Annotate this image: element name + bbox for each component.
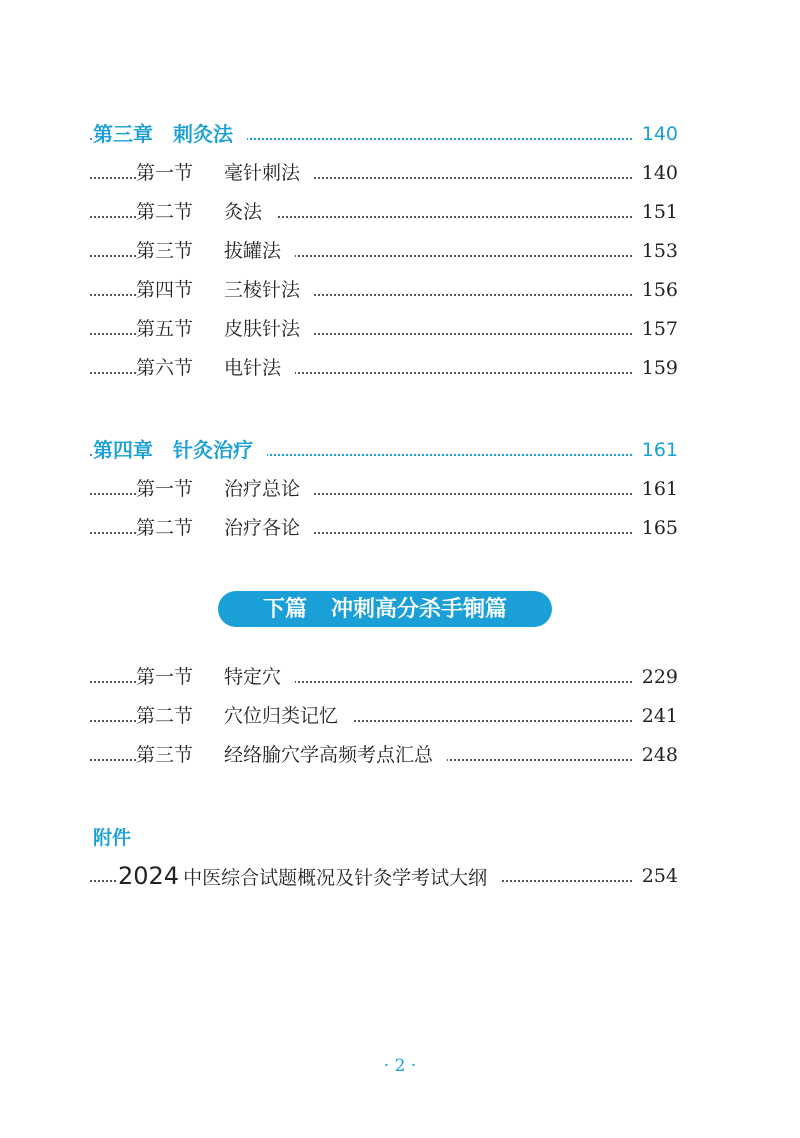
toc-section[interactable] [0, 662, 800, 692]
section-number: 第三节 [136, 744, 194, 766]
section-title: 皮肤针法 [224, 318, 301, 340]
appendix-year: 2024 [118, 862, 180, 890]
toc-appendix[interactable] [0, 861, 800, 891]
toc-section[interactable] [0, 740, 800, 770]
toc-section[interactable] [0, 197, 800, 227]
section-title: 治疗各论 [224, 517, 301, 539]
section-title: 特定穴 [224, 666, 282, 688]
section-title: 灸法 [224, 201, 263, 223]
section-title: 穴位归类记忆 [224, 705, 339, 727]
toc-section[interactable] [0, 236, 800, 266]
section-page: 159 [634, 353, 678, 383]
section-page: 161 [634, 474, 678, 504]
section-page: 248 [634, 740, 678, 770]
appendix-title: 中医综合试题概况及针灸学考试大纲 [183, 867, 488, 889]
section-number: 第四节 [136, 279, 194, 301]
toc-chapter-4[interactable] [0, 435, 800, 465]
section-page: 229 [634, 662, 678, 692]
section-number: 第一节 [136, 666, 194, 688]
section-number: 第三节 [136, 240, 194, 262]
chapter-title: 第四章 针灸治疗 [93, 435, 267, 465]
section-page: 157 [634, 314, 678, 344]
section-number: 第一节 [136, 162, 194, 184]
chapter-page: 140 [634, 119, 678, 149]
chapter-page: 161 [634, 435, 678, 465]
section-number: 第一节 [136, 478, 194, 500]
section-number: 第二节 [136, 517, 194, 539]
toc-section[interactable] [0, 314, 800, 344]
toc-section[interactable] [0, 701, 800, 731]
section-title: 电针法 [224, 357, 282, 379]
toc-section[interactable] [0, 513, 800, 543]
part-banner[interactable] [218, 591, 552, 627]
section-title: 三棱针法 [224, 279, 301, 301]
section-title: 经络腧穴学高频考点汇总 [224, 744, 434, 766]
section-page: 156 [634, 275, 678, 305]
section-page: 153 [634, 236, 678, 266]
toc-section[interactable] [0, 158, 800, 188]
part-label: 下篇 [262, 596, 307, 622]
toc-section[interactable] [0, 353, 800, 383]
toc-section[interactable] [0, 275, 800, 305]
section-page: 165 [634, 513, 678, 543]
page-number: · 2 · [383, 1056, 417, 1076]
toc-section[interactable] [0, 474, 800, 504]
part-title: 冲刺高分杀手锏篇 [331, 596, 508, 622]
appendix-page: 254 [634, 861, 678, 891]
appendix-label: 附件 [93, 827, 132, 849]
section-page: 151 [634, 197, 678, 227]
section-number: 第二节 [136, 705, 194, 727]
section-title: 拔罐法 [224, 240, 282, 262]
toc-chapter-3[interactable] [0, 119, 800, 149]
section-title: 毫针刺法 [224, 162, 301, 184]
section-title: 治疗总论 [224, 478, 301, 500]
section-number: 第六节 [136, 357, 194, 379]
section-number: 第二节 [136, 201, 194, 223]
chapter-title: 第三章 刺灸法 [93, 119, 247, 149]
section-page: 140 [634, 158, 678, 188]
section-number: 第五节 [136, 318, 194, 340]
section-page: 241 [634, 701, 678, 731]
